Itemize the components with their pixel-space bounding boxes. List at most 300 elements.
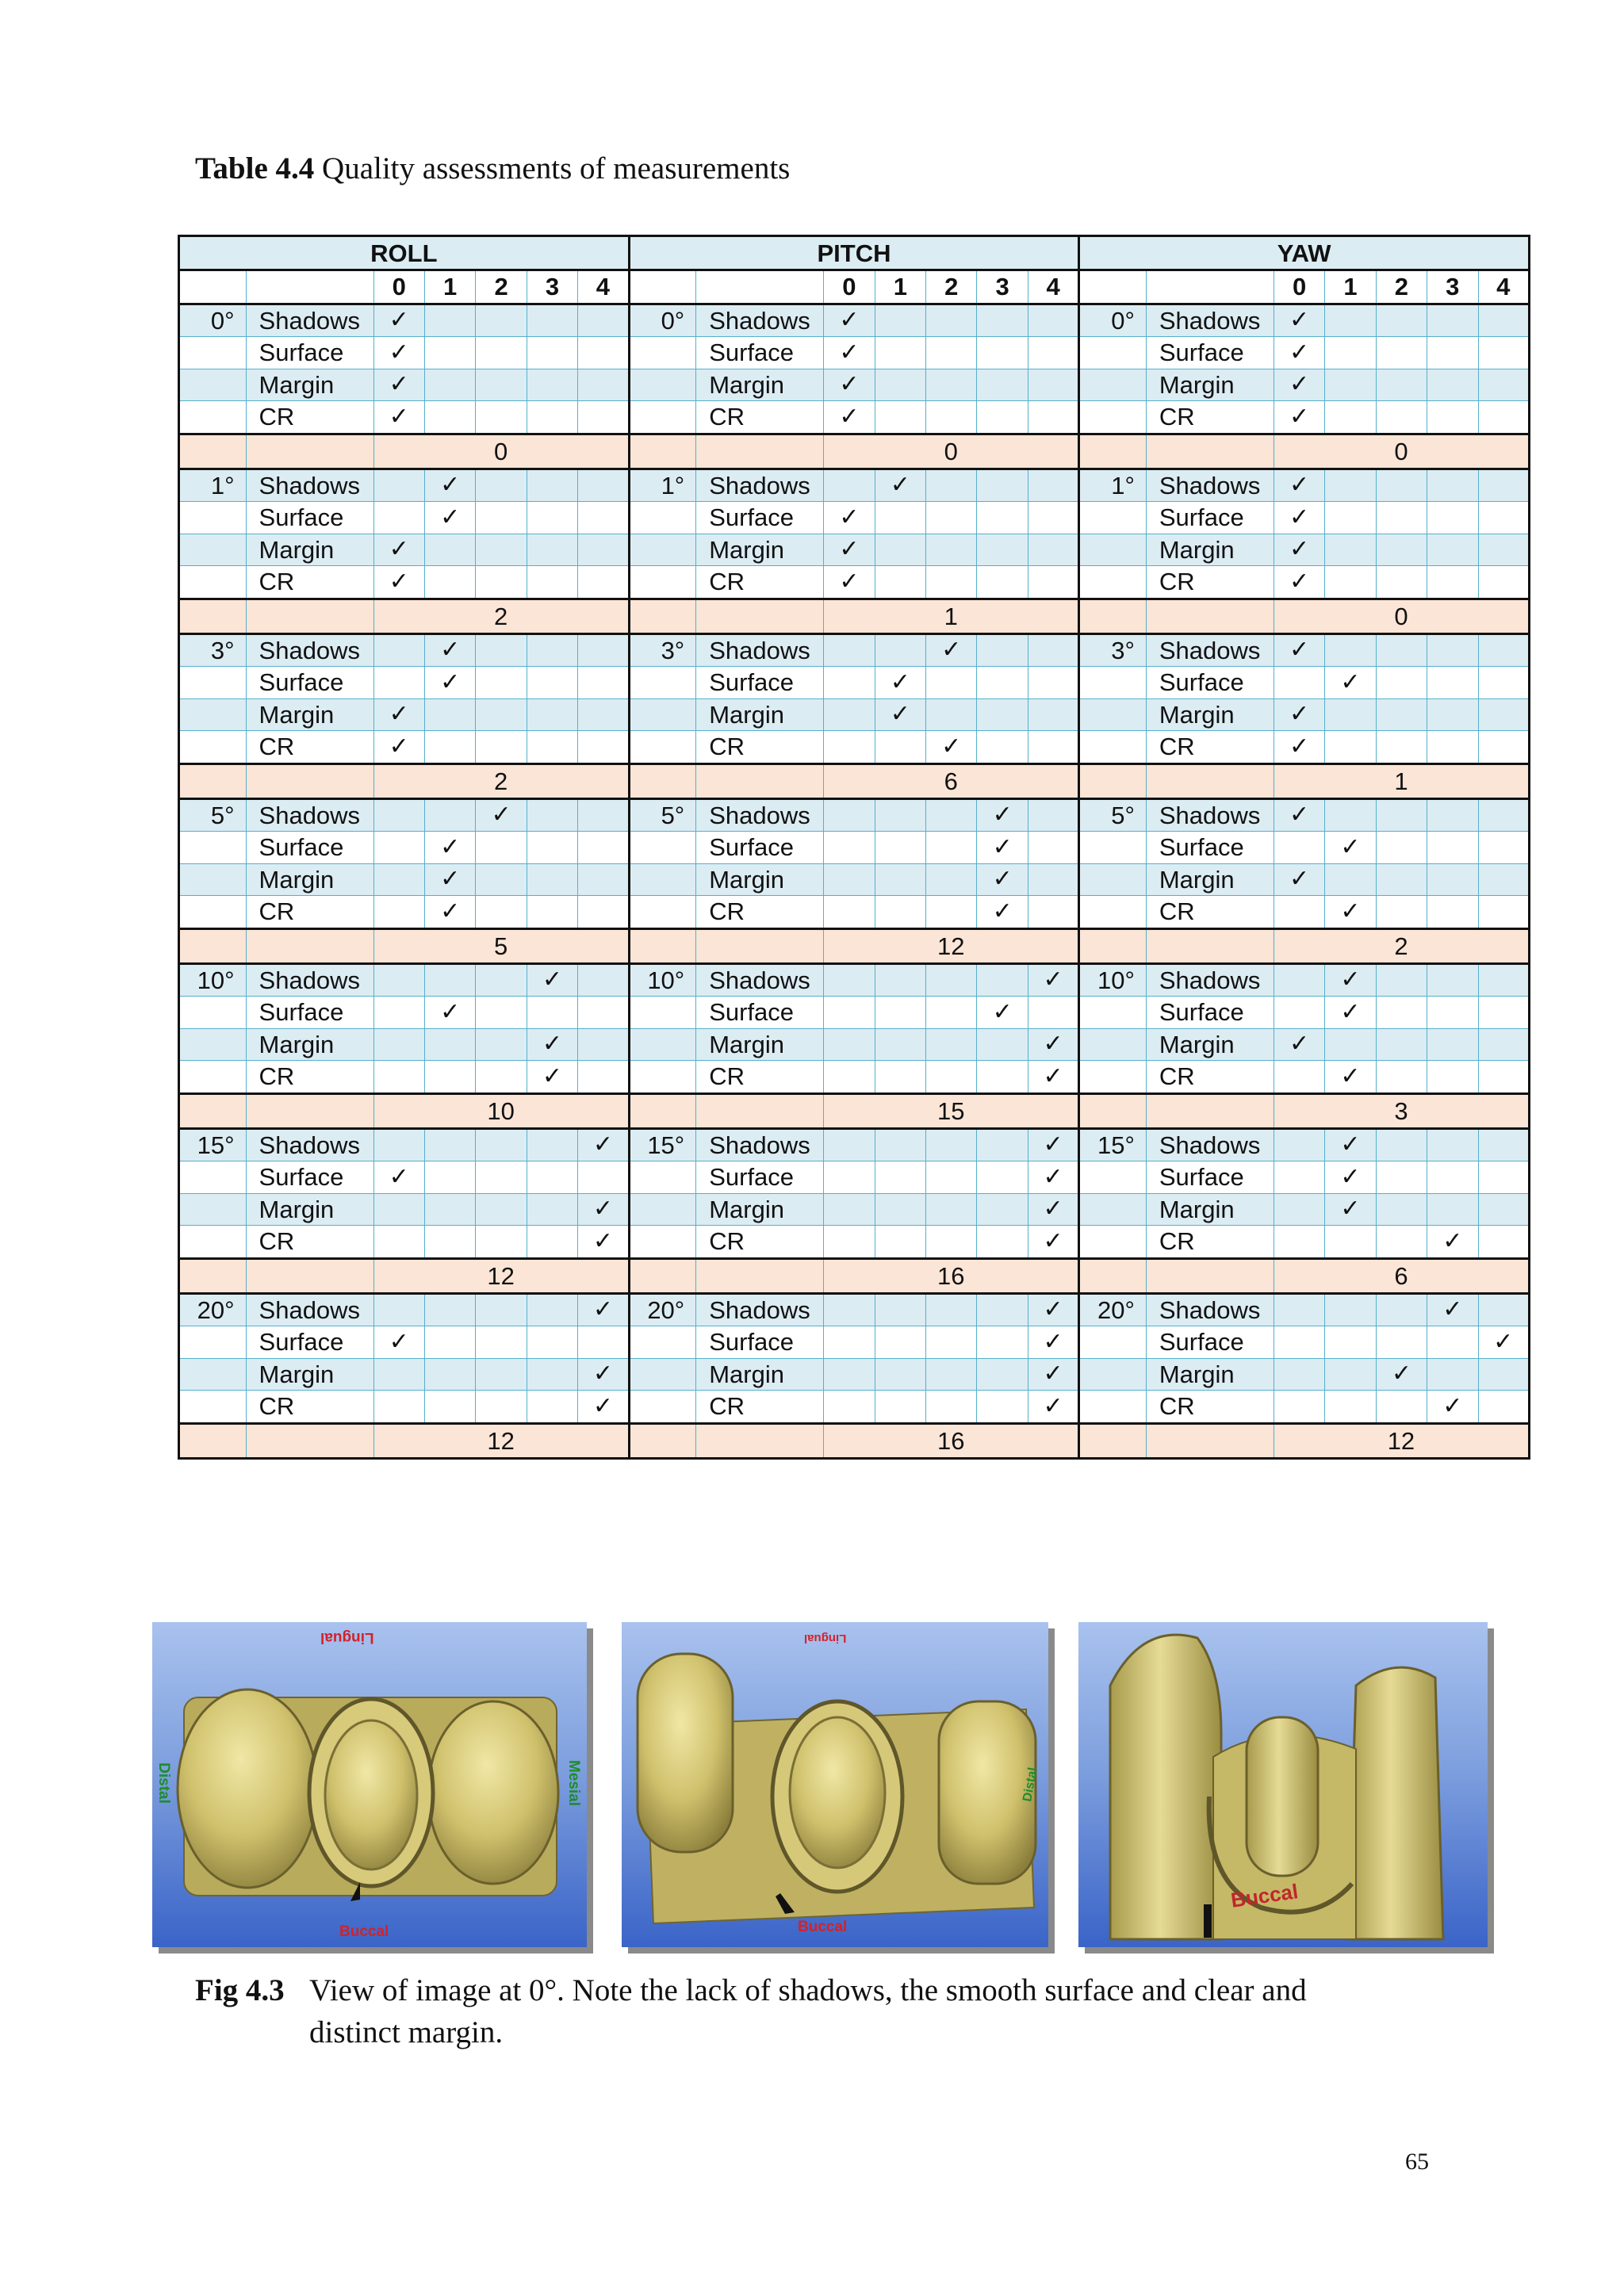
angle-cell: 20°	[179, 1293, 247, 1326]
total-row	[179, 1093, 1530, 1128]
check-mark: ✓	[1274, 566, 1324, 599]
criterion-cell: Shadows	[1146, 1128, 1274, 1161]
score-cell	[578, 337, 630, 369]
check-mark: ✓	[373, 566, 424, 599]
score-cell	[1376, 698, 1427, 731]
score-cell	[977, 566, 1028, 599]
blank-cell	[629, 1423, 696, 1458]
table-row	[179, 401, 1530, 434]
score-cell	[1427, 963, 1478, 997]
score-cell	[977, 337, 1028, 369]
blank-cell	[1146, 1258, 1274, 1293]
score-cell	[373, 1293, 424, 1326]
check-mark: ✓	[578, 1193, 630, 1226]
check-mark: ✓	[1274, 502, 1324, 534]
score-cell	[977, 667, 1028, 699]
check-mark: ✓	[926, 731, 977, 764]
blank-cell	[629, 270, 696, 304]
table-row	[179, 469, 1530, 502]
score-cell	[1376, 469, 1427, 502]
score-total: 3	[1274, 1093, 1529, 1128]
score-cell	[824, 798, 875, 832]
score-cell	[1325, 863, 1376, 896]
criterion-cell: Margin	[246, 1028, 373, 1061]
check-mark: ✓	[373, 304, 424, 337]
score-cell	[1376, 401, 1427, 434]
score-cell	[476, 1128, 527, 1161]
score-cell	[476, 896, 527, 929]
group-header-roll: ROLL	[179, 236, 630, 270]
criterion-cell: Margin	[696, 1028, 824, 1061]
score-cell	[977, 633, 1028, 667]
check-mark: ✓	[1325, 1128, 1376, 1161]
criterion-cell: Margin	[1146, 534, 1274, 566]
score-cell	[926, 1358, 977, 1391]
score-cell	[1478, 1028, 1530, 1061]
check-mark: ✓	[1427, 1226, 1478, 1259]
score-cell	[424, 534, 475, 566]
score-cell	[1028, 698, 1078, 731]
angle-cell	[629, 1061, 696, 1094]
blank-cell	[696, 1093, 824, 1128]
blank-cell	[1146, 270, 1274, 304]
angle-cell	[629, 731, 696, 764]
score-cell	[1478, 1293, 1530, 1326]
score-cell	[527, 1391, 577, 1424]
table-caption	[195, 151, 790, 186]
criterion-cell: CR	[1146, 566, 1274, 599]
check-mark: ✓	[373, 731, 424, 764]
score-cell	[373, 1391, 424, 1424]
score-cell	[527, 1161, 577, 1194]
score-cell	[875, 1193, 925, 1226]
score-cell	[977, 1028, 1028, 1061]
score-cell	[424, 1128, 475, 1161]
score-cell	[476, 401, 527, 434]
criterion-cell: Surface	[246, 832, 373, 864]
score-cell	[875, 534, 925, 566]
check-mark: ✓	[1325, 997, 1376, 1029]
score-cell	[875, 502, 925, 534]
angle-cell: 5°	[179, 798, 247, 832]
score-cell	[977, 502, 1028, 534]
score-cell	[578, 963, 630, 997]
total-row	[179, 1423, 1530, 1458]
score-cell	[1478, 698, 1530, 731]
criterion-cell: Surface	[1146, 337, 1274, 369]
angle-cell: 3°	[179, 633, 247, 667]
angle-cell	[629, 832, 696, 864]
angle-cell: 15°	[179, 1128, 247, 1161]
blank-cell	[246, 1258, 373, 1293]
total-row	[179, 928, 1530, 963]
score-cell	[977, 1128, 1028, 1161]
criterion-cell: Surface	[246, 667, 373, 699]
blank-cell	[246, 1093, 373, 1128]
score-total: 12	[824, 928, 1079, 963]
score-cell	[1274, 1358, 1324, 1391]
check-mark: ✓	[578, 1358, 630, 1391]
check-mark: ✓	[424, 896, 475, 929]
criterion-cell: Surface	[246, 997, 373, 1029]
criterion-cell: Margin	[246, 1193, 373, 1226]
score-cell	[1376, 1161, 1427, 1194]
angle-cell	[1079, 502, 1147, 534]
angle-cell	[179, 534, 247, 566]
blank-cell	[246, 270, 373, 304]
score-cell	[424, 1391, 475, 1424]
score-cell	[1376, 534, 1427, 566]
score-cell	[527, 633, 577, 667]
score-cell	[1427, 667, 1478, 699]
blank-cell	[1146, 763, 1274, 798]
score-cell	[1325, 369, 1376, 401]
score-cell	[1376, 1028, 1427, 1061]
score-cell	[875, 731, 925, 764]
angle-cell	[629, 1028, 696, 1061]
score-cell	[1028, 304, 1078, 337]
score-cell	[1325, 1028, 1376, 1061]
score-cell	[1325, 1391, 1376, 1424]
check-mark: ✓	[1028, 1358, 1078, 1391]
angle-cell	[179, 863, 247, 896]
angle-cell	[1079, 1061, 1147, 1094]
score-total: 12	[1274, 1423, 1529, 1458]
check-mark: ✓	[977, 997, 1028, 1029]
blank-cell	[629, 1258, 696, 1293]
score-cell	[1028, 337, 1078, 369]
score-cell	[1427, 401, 1478, 434]
criterion-cell: Shadows	[246, 1128, 373, 1161]
check-mark: ✓	[977, 896, 1028, 929]
angle-cell	[179, 1061, 247, 1094]
score-cell	[1274, 1293, 1324, 1326]
score-cell	[1427, 997, 1478, 1029]
score-cell	[1274, 896, 1324, 929]
score-cell	[977, 1061, 1028, 1094]
score-cell	[977, 401, 1028, 434]
score-cell	[578, 1161, 630, 1194]
score-cell	[373, 997, 424, 1029]
score-cell	[1376, 863, 1427, 896]
blank-cell	[1079, 1093, 1147, 1128]
check-mark: ✓	[977, 832, 1028, 864]
score-cell	[1325, 1293, 1376, 1326]
criterion-cell: Surface	[1146, 1161, 1274, 1194]
check-mark: ✓	[875, 667, 925, 699]
score-cell	[1478, 798, 1530, 832]
angle-cell	[1079, 667, 1147, 699]
check-mark: ✓	[1028, 1391, 1078, 1424]
score-cell	[875, 963, 925, 997]
check-mark: ✓	[1028, 1061, 1078, 1094]
score-cell	[373, 1128, 424, 1161]
score-cell	[875, 369, 925, 401]
score-cell	[476, 963, 527, 997]
check-mark: ✓	[527, 963, 577, 997]
score-cell	[578, 896, 630, 929]
criterion-cell: Margin	[1146, 1028, 1274, 1061]
label-distal: Distal	[1021, 1766, 1040, 1803]
angle-cell	[1079, 731, 1147, 764]
criterion-cell: Surface	[1146, 1326, 1274, 1359]
score-total: 16	[824, 1423, 1079, 1458]
scale-header-1: 1	[875, 270, 925, 304]
score-cell	[1427, 337, 1478, 369]
check-mark: ✓	[424, 667, 475, 699]
angle-cell	[179, 1193, 247, 1226]
criterion-cell: CR	[246, 1226, 373, 1259]
criterion-cell: Shadows	[696, 1293, 824, 1326]
table-row	[179, 1326, 1530, 1359]
total-row	[179, 434, 1530, 469]
angle-cell	[1079, 997, 1147, 1029]
score-cell	[1376, 667, 1427, 699]
scale-header-0: 0	[824, 270, 875, 304]
score-cell	[1478, 534, 1530, 566]
check-mark: ✓	[424, 633, 475, 667]
check-mark: ✓	[1274, 369, 1324, 401]
score-cell	[527, 337, 577, 369]
angle-cell	[179, 369, 247, 401]
angle-cell: 20°	[1079, 1293, 1147, 1326]
score-cell	[875, 798, 925, 832]
angle-cell	[629, 369, 696, 401]
check-mark: ✓	[824, 534, 875, 566]
criterion-cell: Margin	[696, 698, 824, 731]
check-mark: ✓	[373, 698, 424, 731]
check-mark: ✓	[1274, 1028, 1324, 1061]
score-cell	[578, 698, 630, 731]
table-row	[179, 1226, 1530, 1259]
check-mark: ✓	[1028, 1193, 1078, 1226]
score-cell	[875, 1358, 925, 1391]
score-cell	[1028, 832, 1078, 864]
score-cell	[578, 798, 630, 832]
score-cell	[1325, 698, 1376, 731]
score-cell	[1376, 1326, 1427, 1359]
table-row	[179, 731, 1530, 764]
criterion-cell: Surface	[1146, 832, 1274, 864]
angle-cell	[629, 1161, 696, 1194]
check-mark: ✓	[875, 698, 925, 731]
group-header-pitch: PITCH	[629, 236, 1079, 270]
score-cell	[926, 698, 977, 731]
criterion-cell: Surface	[246, 502, 373, 534]
score-cell	[1376, 369, 1427, 401]
score-cell	[1028, 633, 1078, 667]
score-cell	[424, 1226, 475, 1259]
score-cell	[476, 832, 527, 864]
blank-cell	[629, 434, 696, 469]
score-cell	[824, 1061, 875, 1094]
table-row	[179, 1391, 1530, 1424]
check-mark: ✓	[424, 832, 475, 864]
score-cell	[424, 304, 475, 337]
scale-header-3: 3	[977, 270, 1028, 304]
group-header-row	[179, 236, 1530, 270]
scan-view-occlusal	[152, 1622, 587, 1947]
score-cell	[373, 469, 424, 502]
score-cell	[476, 1226, 527, 1259]
scale-header-2: 2	[1376, 270, 1427, 304]
check-mark: ✓	[373, 401, 424, 434]
angle-cell	[1079, 698, 1147, 731]
score-cell	[824, 997, 875, 1029]
score-cell	[578, 731, 630, 764]
angle-cell	[179, 698, 247, 731]
score-cell	[527, 566, 577, 599]
total-row	[179, 1258, 1530, 1293]
score-cell	[1028, 566, 1078, 599]
blank-cell	[179, 434, 247, 469]
score-total: 2	[373, 763, 629, 798]
label-lingual: Lingual	[804, 1632, 847, 1645]
figure-caption-number: Fig 4.3	[195, 1973, 285, 2007]
score-cell	[1376, 963, 1427, 997]
score-cell	[1274, 667, 1324, 699]
angle-cell	[1079, 832, 1147, 864]
score-cell	[1325, 1326, 1376, 1359]
criterion-cell: Shadows	[696, 1128, 824, 1161]
blank-cell	[246, 763, 373, 798]
score-cell	[926, 369, 977, 401]
angle-cell	[629, 997, 696, 1029]
angle-cell	[179, 1028, 247, 1061]
score-cell	[476, 566, 527, 599]
score-cell	[1376, 798, 1427, 832]
angle-cell	[179, 1391, 247, 1424]
check-mark: ✓	[824, 369, 875, 401]
criterion-cell: Shadows	[246, 469, 373, 502]
score-cell	[373, 798, 424, 832]
scale-header-3: 3	[1427, 270, 1478, 304]
score-cell	[1427, 1193, 1478, 1226]
score-cell	[1427, 566, 1478, 599]
label-buccal: Buccal	[339, 1923, 389, 1940]
score-cell	[476, 667, 527, 699]
criterion-cell: Surface	[696, 1161, 824, 1194]
score-cell	[1478, 1128, 1530, 1161]
table-row	[179, 798, 1530, 832]
score-cell	[926, 534, 977, 566]
score-cell	[1325, 1226, 1376, 1259]
score-cell	[1427, 1061, 1478, 1094]
score-cell	[1478, 1358, 1530, 1391]
score-cell	[373, 1226, 424, 1259]
score-cell	[578, 1028, 630, 1061]
score-cell	[476, 1358, 527, 1391]
score-cell	[373, 667, 424, 699]
score-cell	[373, 1193, 424, 1226]
criterion-cell: Margin	[1146, 369, 1274, 401]
check-mark: ✓	[1028, 1028, 1078, 1061]
check-mark: ✓	[1325, 1161, 1376, 1194]
score-cell	[926, 832, 977, 864]
blank-cell	[1146, 1423, 1274, 1458]
score-cell	[1478, 896, 1530, 929]
check-mark: ✓	[373, 337, 424, 369]
total-row	[179, 599, 1530, 633]
criterion-cell: Margin	[1146, 1193, 1274, 1226]
figure-4-3	[152, 1622, 1492, 1955]
score-cell	[977, 963, 1028, 997]
score-cell	[527, 667, 577, 699]
table-caption-label: Table 4.4	[195, 151, 315, 186]
angle-cell: 10°	[1079, 963, 1147, 997]
angle-cell	[629, 337, 696, 369]
check-mark: ✓	[824, 566, 875, 599]
criterion-cell: Surface	[696, 337, 824, 369]
score-cell	[977, 304, 1028, 337]
score-cell	[527, 401, 577, 434]
score-cell	[1274, 1326, 1324, 1359]
criterion-cell: Margin	[246, 534, 373, 566]
score-cell	[373, 896, 424, 929]
table-row	[179, 963, 1530, 997]
table-row	[179, 997, 1530, 1029]
score-cell	[875, 997, 925, 1029]
score-cell	[1376, 1061, 1427, 1094]
score-cell	[424, 369, 475, 401]
score-cell	[527, 1226, 577, 1259]
criterion-cell: CR	[696, 896, 824, 929]
criterion-cell: CR	[246, 731, 373, 764]
score-cell	[1478, 401, 1530, 434]
score-cell	[1478, 502, 1530, 534]
score-cell	[373, 633, 424, 667]
criterion-cell: Shadows	[696, 469, 824, 502]
score-cell	[1274, 832, 1324, 864]
angle-cell: 10°	[629, 963, 696, 997]
score-cell	[527, 502, 577, 534]
angle-cell: 15°	[1079, 1128, 1147, 1161]
score-cell	[476, 997, 527, 1029]
score-cell	[824, 1193, 875, 1226]
check-mark: ✓	[1028, 1226, 1078, 1259]
criterion-cell: Margin	[246, 698, 373, 731]
score-cell	[1478, 369, 1530, 401]
score-cell	[373, 863, 424, 896]
score-total: 15	[824, 1093, 1079, 1128]
check-mark: ✓	[1274, 534, 1324, 566]
criterion-cell: Surface	[1146, 667, 1274, 699]
score-cell	[926, 963, 977, 997]
blank-cell	[246, 434, 373, 469]
angle-cell	[179, 896, 247, 929]
score-cell	[875, 1326, 925, 1359]
score-cell	[527, 1326, 577, 1359]
check-mark: ✓	[1274, 731, 1324, 764]
score-cell	[476, 502, 527, 534]
criterion-cell: CR	[696, 401, 824, 434]
criterion-cell: Margin	[696, 534, 824, 566]
criterion-cell: Surface	[246, 1326, 373, 1359]
blank-cell	[696, 928, 824, 963]
score-cell	[926, 863, 977, 896]
score-cell	[578, 304, 630, 337]
check-mark: ✓	[1274, 304, 1324, 337]
score-cell	[527, 534, 577, 566]
score-cell	[373, 1358, 424, 1391]
blank-cell	[696, 270, 824, 304]
score-cell	[926, 1293, 977, 1326]
blank-cell	[696, 1258, 824, 1293]
score-cell	[1028, 731, 1078, 764]
scale-header-2: 2	[476, 270, 527, 304]
blank-cell	[696, 434, 824, 469]
blank-cell	[1079, 1423, 1147, 1458]
